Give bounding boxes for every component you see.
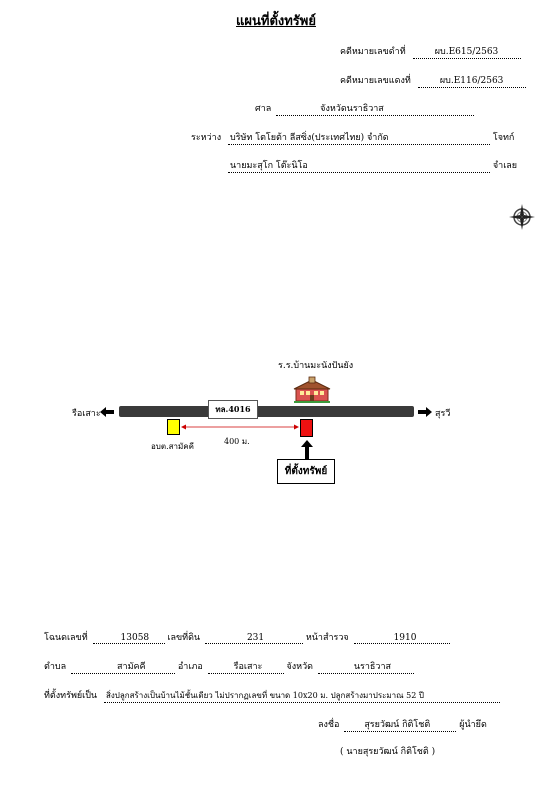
case-red-row: [340, 73, 526, 88]
property-desc-value: สิ่งปลูกสร้างเป็นบ้านไม้ชั้นเดียว ไม่ปรากฏเลขที่ ขนาด 10x20 ม. ปลูกสร้างมาประมาณ 52 ปี: [104, 689, 500, 703]
plaintiff-suffix: โจทก์: [492, 133, 515, 143]
compass-icon: [508, 203, 536, 231]
court-row: [255, 101, 474, 116]
case-black-label: คดีหมายเลขดำที่: [340, 47, 406, 57]
court-value: จังหวัดนราธิวาส: [276, 101, 474, 116]
road-label: ทล.4016: [208, 400, 258, 419]
sign-label: ลงชื่อ: [318, 720, 340, 730]
case-red-label: คดีหมายเลขแดงที่: [340, 76, 411, 86]
between-row: [191, 130, 514, 145]
school-label: ร.ร.บ้านมะนังปันยัง: [278, 361, 354, 371]
subdistrict-label: ตำบล: [44, 662, 67, 672]
arrow-right-icon: [418, 407, 432, 417]
signature-value: สุรยวัฒน์ กิติโชติ: [344, 717, 456, 732]
defendant-suffix: จำเลย: [492, 161, 518, 171]
property-label: ที่ตั้งทรัพย์: [277, 459, 335, 484]
case-red-value: ผบ.E116/2563: [418, 73, 526, 88]
property-desc-row: [44, 688, 500, 703]
district-value: รือเสาะ: [208, 659, 284, 674]
arrow-left-icon: [100, 407, 114, 417]
between-label: ระหว่าง: [191, 133, 222, 143]
right-direction-label: สุรวี: [435, 409, 451, 419]
sign-suffix: ผู้นำยึด: [459, 720, 487, 730]
property-desc-label: ที่ตั้งทรัพย์เป็น: [44, 691, 98, 701]
court-label: ศาล: [255, 104, 272, 114]
left-direction-label: รือเสาะ: [72, 409, 101, 419]
land-no-value: 231: [205, 633, 303, 644]
deed-label: โฉนดเลขที่: [44, 633, 88, 643]
deed-row: [44, 630, 450, 644]
page-title: แผนที่ตั้งทรัพย์: [236, 14, 316, 29]
signatory-name: ( นายสุรยวัฒน์ กิติโชติ ): [340, 747, 436, 757]
case-black-row: [340, 44, 521, 59]
landmark-marker: [167, 419, 180, 435]
defendant-row: [228, 158, 517, 173]
distance-label: 400 ม.: [224, 437, 250, 446]
survey-label: หน้าสำรวจ: [305, 633, 349, 643]
district-label: อำเภอ: [177, 662, 203, 672]
land-no-label: เลขที่ดิน: [167, 633, 201, 643]
distance-arrow: [181, 424, 299, 430]
signature-row: [318, 717, 487, 732]
province-value: นราธิวาส: [318, 659, 414, 674]
plaintiff-value: บริษัท โตโยต้า ลีสซิ่ง(ประเทศไทย) จำกัด: [228, 130, 490, 145]
province-label: จังหวัด: [286, 662, 314, 672]
location-row: [44, 659, 414, 674]
case-black-value: ผบ.E615/2563: [413, 44, 521, 59]
subdistrict-value: สามัคคี: [71, 659, 175, 674]
road: [119, 406, 414, 417]
arrow-up-icon: [301, 440, 313, 459]
property-marker: [300, 419, 313, 437]
survey-value: 1910: [354, 633, 450, 644]
landmark-label: อบต.สามัคคี: [151, 442, 194, 451]
deed-value: 13058: [93, 633, 165, 644]
defendant-value: นายมะสุโก โต๊ะนิโอ: [228, 158, 490, 173]
school-building-icon: [294, 377, 330, 403]
